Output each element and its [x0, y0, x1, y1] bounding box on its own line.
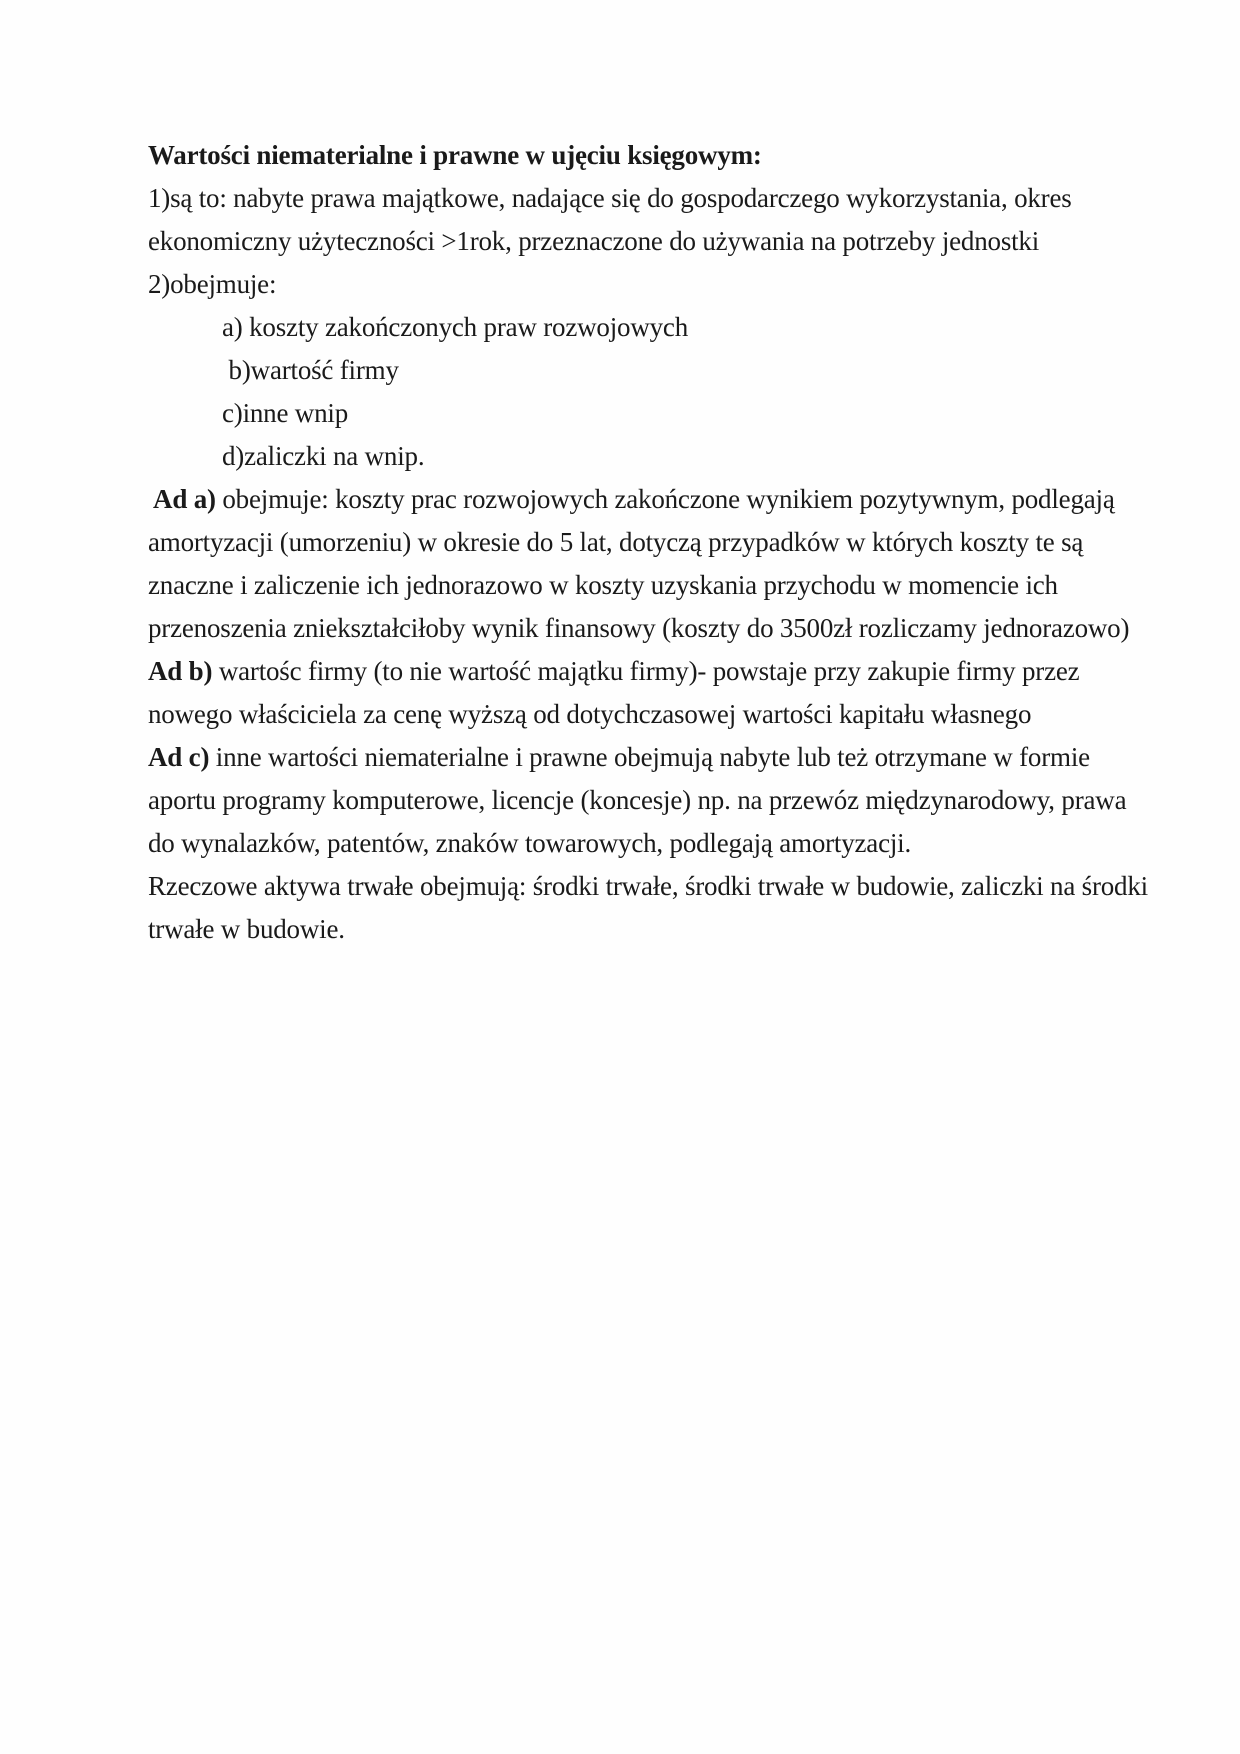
- text-segment: d)zaliczki na wnip.: [222, 441, 425, 471]
- text-line: [148, 607, 1148, 650]
- text-segment: obejmuje: koszty prac rozwojowych zakończone wynikiem pozytywnym, podlegają: [215, 484, 1115, 514]
- text-line: [148, 521, 1148, 564]
- text-segment: Rzeczowe aktywa trwałe obejmują: środki trwałe, środki trwałe w budowie, zaliczki na środki: [148, 871, 1148, 901]
- text-line: [148, 908, 1148, 951]
- text-line: [148, 306, 1148, 349]
- text-segment: 2)obejmuje:: [148, 269, 277, 299]
- text-segment: przenoszenia zniekształciłoby wynik finansowy (koszty do 3500zł rozliczamy jednorazowo): [148, 613, 1130, 643]
- text-line: [148, 220, 1148, 263]
- text-segment: amortyzacji (umorzeniu) w okresie do 5 lat, dotyczą przypadków w których koszty te są: [148, 527, 1084, 557]
- text-segment: aportu programy komputerowe, licencje (koncesje) np. na przewóz międzynarodowy, prawa: [148, 785, 1127, 815]
- text-segment: b)wartość firmy: [222, 355, 399, 385]
- document-body: [148, 134, 1148, 951]
- text-line: [148, 177, 1148, 220]
- text-line: [148, 435, 1148, 478]
- text-segment: inne wartości niematerialne i prawne obejmują nabyte lub też otrzymane w formie: [209, 742, 1090, 772]
- document-lines: [148, 177, 1148, 951]
- text-segment: Ad c): [148, 742, 210, 772]
- text-line: [148, 564, 1148, 607]
- text-line: [148, 865, 1148, 908]
- text-segment: ekonomiczny użyteczności >1rok, przeznaczone do używania na potrzeby jednostki: [148, 226, 1040, 256]
- text-segment: znaczne i zaliczenie ich jednorazowo w koszty uzyskania przychodu w momencie ich: [148, 570, 1058, 600]
- text-line: [148, 263, 1148, 306]
- text-segment: 1)są to: nabyte prawa majątkowe, nadające się do gospodarczego wykorzystania, okres: [148, 183, 1072, 213]
- text-segment: trwałe w budowie.: [148, 914, 345, 944]
- text-line: [148, 478, 1148, 521]
- text-line: [148, 693, 1148, 736]
- text-line: [148, 349, 1148, 392]
- text-line: [148, 650, 1148, 693]
- text-segment: Ad b): [148, 656, 213, 686]
- text-line: [148, 736, 1148, 779]
- text-segment: c)inne wnip: [222, 398, 349, 428]
- text-segment: wartośc firmy (to nie wartość majątku firmy)- powstaje przy zakupie firmy przez: [212, 656, 1080, 686]
- text-line: [148, 392, 1148, 435]
- document-title: Wartości niematerialne i prawne w ujęciu księgowym:: [148, 140, 762, 170]
- text-segment: do wynalazków, patentów, znaków towarowych, podlegają amortyzacji.: [148, 828, 912, 858]
- text-line: [148, 822, 1148, 865]
- text-segment: Ad a): [148, 484, 216, 514]
- text-segment: a) koszty zakończonych praw rozwojowych: [222, 312, 689, 342]
- text-line: [148, 779, 1148, 822]
- text-segment: nowego właściciela za cenę wyższą od dotychczasowej wartości kapitału własnego: [148, 699, 1032, 729]
